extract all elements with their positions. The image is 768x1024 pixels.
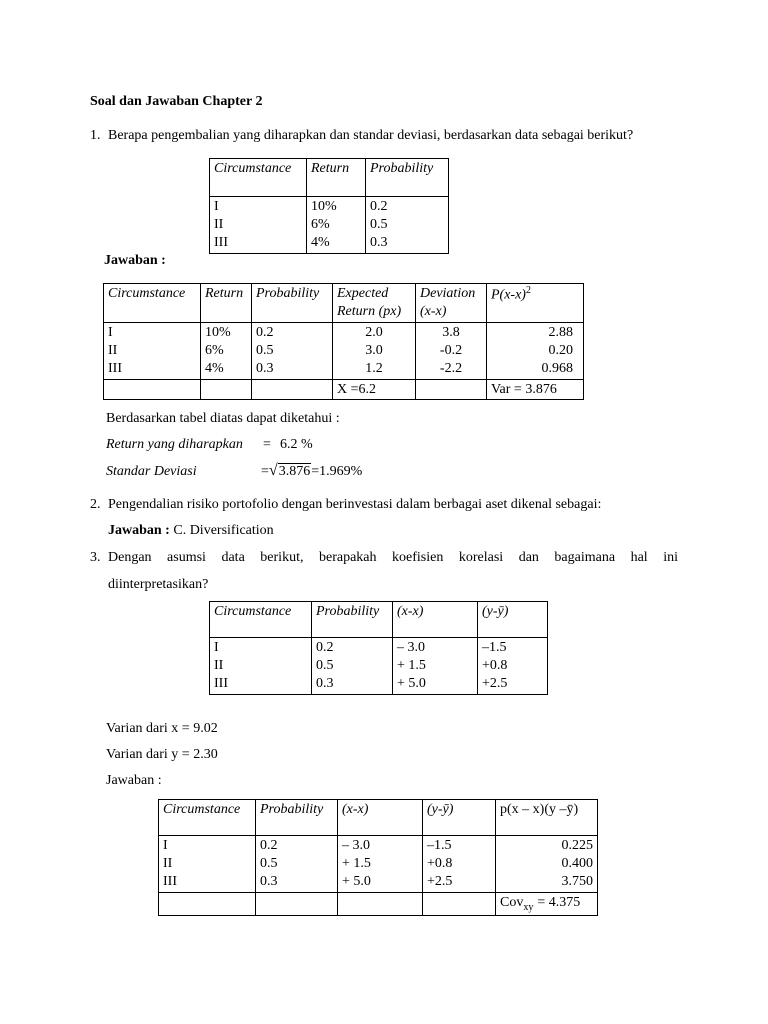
std-formula	[261, 462, 362, 480]
return-cell: 10% 6% 4%	[307, 197, 366, 254]
empty-cell	[416, 379, 487, 400]
empty-cell	[423, 892, 496, 916]
circumstance-cell: I II III	[104, 322, 201, 379]
p-deviation-cell: 2.88 0.20 0.968	[487, 322, 584, 379]
header-probability: Probability	[366, 159, 449, 197]
circumstance-cell: I II III	[210, 638, 312, 695]
q1-text: Berapa pengembalian yang diharapkan dan standar deviasi, berdasarkan data sebagai berikut?	[108, 128, 634, 143]
deviation-cell: 3.8 -0.2 -2.2	[416, 322, 487, 379]
q2-number: 2.	[90, 497, 101, 512]
variance-x: Varian dari x = 9.02	[106, 721, 218, 736]
x-deviation-cell: – 3.0 + 1.5 + 5.0	[393, 638, 478, 695]
q3-answer-table	[158, 799, 598, 916]
header-p-deviation	[487, 284, 584, 323]
q3-text-line1: Dengan asumsi data berikut, berapakah koefisien korelasi dan bagaimana hal ini	[108, 550, 678, 565]
y-deviation-cell: –1.5 +0.8 +2.5	[423, 836, 496, 893]
covariance-subscript: xy	[523, 901, 534, 913]
header-circumstance: Circumstance	[159, 800, 256, 836]
covariance-cell	[496, 892, 598, 916]
y-deviation-cell: –1.5 +0.8 +2.5	[478, 638, 548, 695]
q1-data-table	[209, 158, 449, 254]
q3-text-line2: diinterpretasikan?	[108, 577, 209, 592]
q1-answer-table	[103, 283, 584, 400]
header-y-deviation: (y-ȳ)	[478, 602, 548, 638]
q2-answer-text: C. Diversification	[173, 523, 274, 538]
q3-answer-label: Jawaban :	[106, 773, 162, 788]
std-result: =1.969%	[311, 464, 363, 479]
total-expected-return: X =6.2	[333, 379, 416, 400]
q1-answer-label: Jawaban :	[104, 253, 166, 268]
empty-cell	[104, 379, 201, 400]
header-product: p(x – x)(y –ȳ)	[496, 800, 598, 836]
q3-number: 3.	[90, 550, 101, 565]
header-y-deviation: (y-ȳ)	[423, 800, 496, 836]
covariance-label: Cov	[500, 894, 524, 910]
x-deviation-cell: – 3.0 + 1.5 + 5.0	[338, 836, 423, 893]
page-title: Soal dan Jawaban Chapter 2	[90, 94, 263, 109]
probability-cell: 0.2 0.5 0.3	[252, 322, 333, 379]
header-return: Return	[307, 159, 366, 197]
circumstance-cell: I II III	[210, 197, 307, 254]
header-return: Return	[201, 284, 252, 323]
p-deviation-exponent: 2	[525, 285, 531, 296]
std-label: Standar Deviasi	[106, 464, 197, 479]
return-value: 6.2 %	[280, 437, 313, 452]
total-variance: Var = 3.876	[487, 379, 584, 400]
std-equals: =	[261, 464, 269, 479]
header-probability: Probability	[256, 800, 338, 836]
header-probability: Probability	[252, 284, 333, 323]
q2-answer-label: Jawaban :	[108, 523, 170, 538]
covariance-value: = 4.375	[537, 894, 581, 910]
header-deviation	[416, 284, 487, 323]
header-circumstance: Circumstance	[210, 602, 312, 638]
empty-cell	[338, 892, 423, 916]
variance-y: Varian dari y = 2.30	[106, 747, 218, 762]
deviation-formula: (x-x)	[420, 303, 447, 319]
header-probability: Probability	[312, 602, 393, 638]
expected-return-cell: 2.0 3.0 1.2	[333, 322, 416, 379]
q2-text: Pengendalian risiko portofolio dengan berinvestasi dalam berbagai aset dikenal sebagai:	[108, 497, 602, 512]
header-circumstance: Circumstance	[104, 284, 201, 323]
return-label: Return yang diharapkan	[106, 437, 243, 452]
probability-cell: 0.2 0.5 0.3	[366, 197, 449, 254]
header-x-deviation: (x-x)	[338, 800, 423, 836]
empty-cell	[201, 379, 252, 400]
header-x-deviation: (x-x)	[393, 602, 478, 638]
empty-cell	[256, 892, 338, 916]
empty-cell	[252, 379, 333, 400]
deviation-label: Deviation	[420, 286, 476, 301]
header-expected-return: Expected Return (px)	[333, 284, 416, 323]
q1-conclusion: Berdasarkan tabel diatas dapat diketahui :	[106, 411, 340, 426]
header-circumstance: Circumstance	[210, 159, 307, 197]
empty-cell	[159, 892, 256, 916]
circumstance-cell: I II III	[159, 836, 256, 893]
p-deviation-label: P(x-x)	[491, 287, 526, 303]
q1-number: 1.	[90, 128, 101, 143]
return-cell: 10% 6% 4%	[201, 322, 252, 379]
probability-cell: 0.2 0.5 0.3	[256, 836, 338, 893]
q3-data-table	[209, 601, 548, 695]
product-cell: 0.225 0.400 3.750	[496, 836, 598, 893]
square-root-icon: √	[268, 462, 278, 479]
probability-cell: 0.2 0.5 0.3	[312, 638, 393, 695]
q2-answer	[108, 523, 274, 539]
std-radicand: 3.876	[278, 464, 311, 479]
return-equals: =	[263, 437, 271, 452]
